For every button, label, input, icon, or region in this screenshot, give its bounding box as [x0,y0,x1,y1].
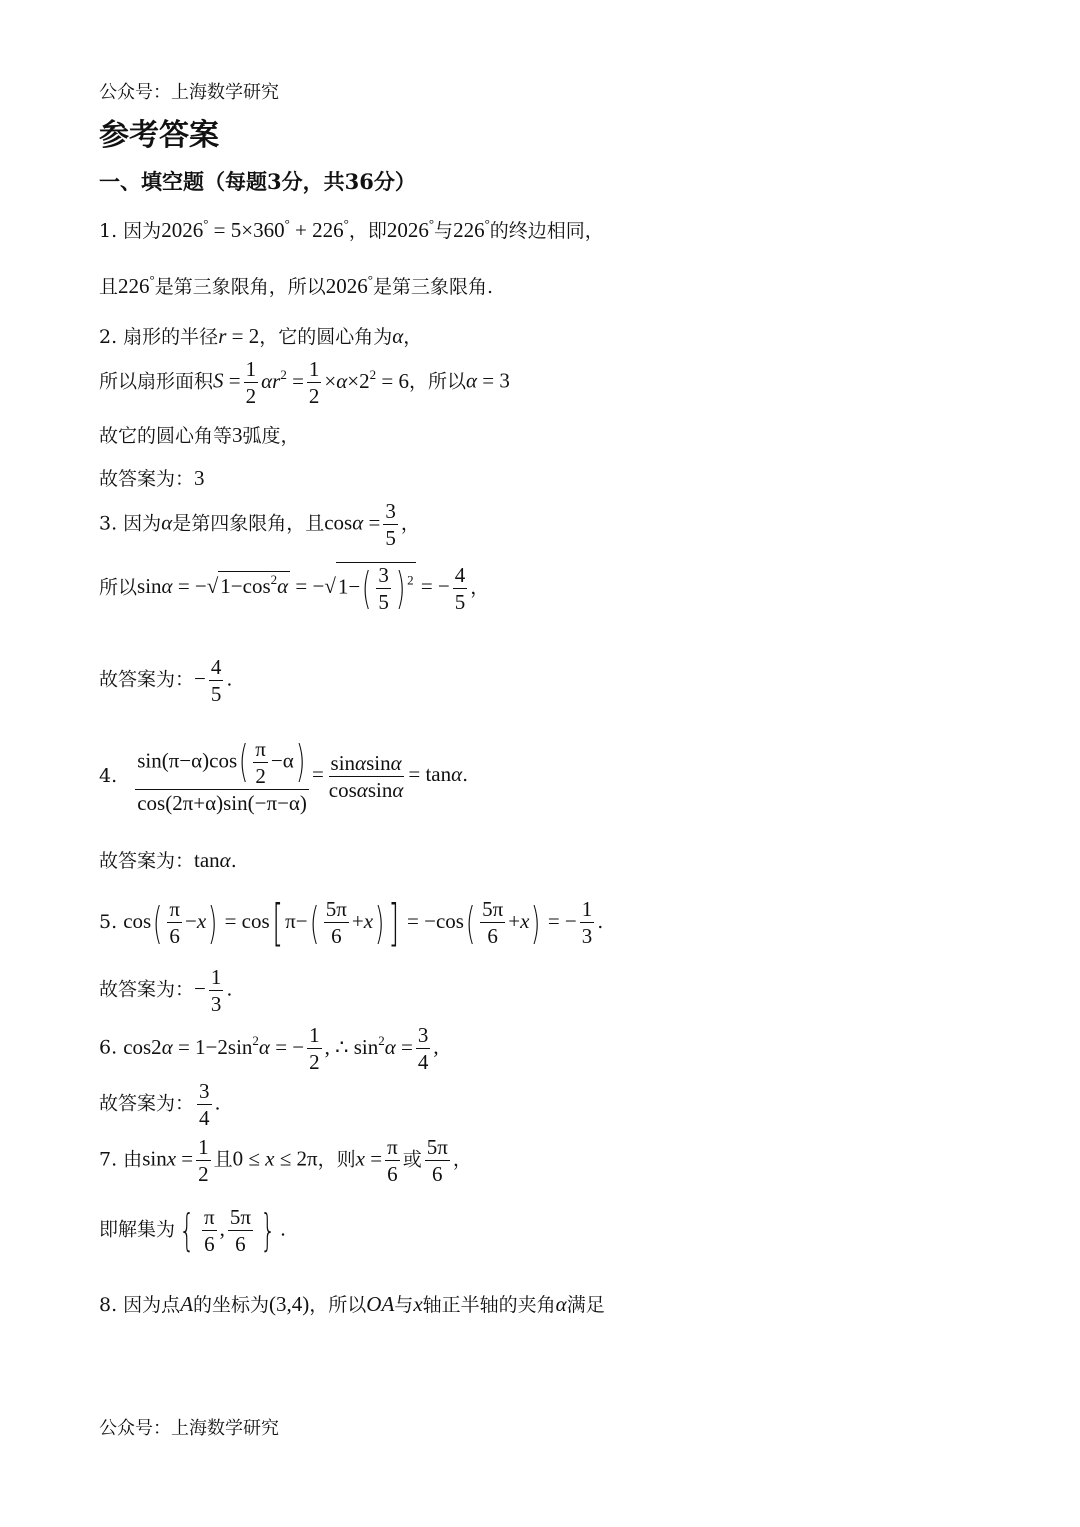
item-2-line-1: 2. 扇形的半径r = 2，它的圆心角为α， [99,324,423,348]
item-4-line-2: 故答案为：tanα. [99,848,237,872]
item-7-line-1: 7. 由sinx = $\frac{1}{2}$ 且0 ≤ x ≤ 2π，则x = $\frac{\pi}{6}$ 或 $\frac{5\pi}{6}$ ， [99,1135,472,1187]
item-2-line-4: 故答案为：3 [99,466,205,490]
item-5-line-2: 故答案为：− $\frac{1}{3}$ . [99,965,233,1017]
item-3-line-3: 故答案为：− $\frac{4}{5}$ . [99,655,233,707]
page-header: 公众号：上海数学研究 [99,82,279,103]
item-3-line-1: 3. 因为α是第四象限角，且cosα = $\frac{3}{5}$ ， [99,499,420,551]
item-1-line-1: 1. 因为2026° = 5×360° + 226°，即2026°与226°的终边相同， [99,216,604,242]
item-2-line-2: 所以扇形面积S = $\frac{1}{2}$ $\alpha r^2$ = $\frac{1}{2}$ $\times\alpha\times 2^2 = 6$，所以α = 3 [99,357,510,409]
page-title: 参考答案 [99,118,219,153]
item-8-line-1: 8. 因为点A的坐标为(3,4)，所以OA与x轴正半轴的夹角α满足 [99,1292,605,1316]
item-1-line-2: 且226°是第三象限角，所以2026°是第三象限角. [99,272,493,298]
item-4-line-1: 4. sin(π−α)cos( $\frac{\pi}{2}$ −α) cos(2π+α)sin(−π−α) = $\frac{\sin\alpha\sin\alpha}{\cos\alpha\sin\alpha}$ = tanα. [99,736,469,816]
page-footer: 公众号：上海数学研究 [99,1418,279,1439]
item-6-line-2: 故答案为： $\frac{3}{4}$ . [99,1079,221,1131]
item-2-line-3: 故它的圆心角等3弧度， [99,423,300,447]
item-6-line-1: 6. $\cos 2\alpha = 1-2\sin^2\alpha$ = − $\frac{1}{2}$ , ∴ $\sin^2\alpha$ = $\frac{3}{4}$ , [99,1023,439,1075]
item-5-line-1: 5. cos( $\frac{\pi}{6}$ −x) = cos[ π−( $\frac{5\pi}{6}$ +x)] = −cos( $\frac{5\pi}{6}$ +x) = − $\frac{1}{3}$ . [99,894,604,952]
section-heading: 一、填空题（每题3分，共36分） [99,169,416,194]
item-7-line-2: 即解集为{ $\frac{\pi}{6}$ , $\frac{5\pi}{6}$ } . [99,1204,287,1256]
item-3-line-2: 所以$\sin\alpha = -√1-\cos^2\alpha = -√1-$( $\frac{3}{5}$ ) $^2$ = − $\frac{4}{5}$ ， [99,562,490,614]
